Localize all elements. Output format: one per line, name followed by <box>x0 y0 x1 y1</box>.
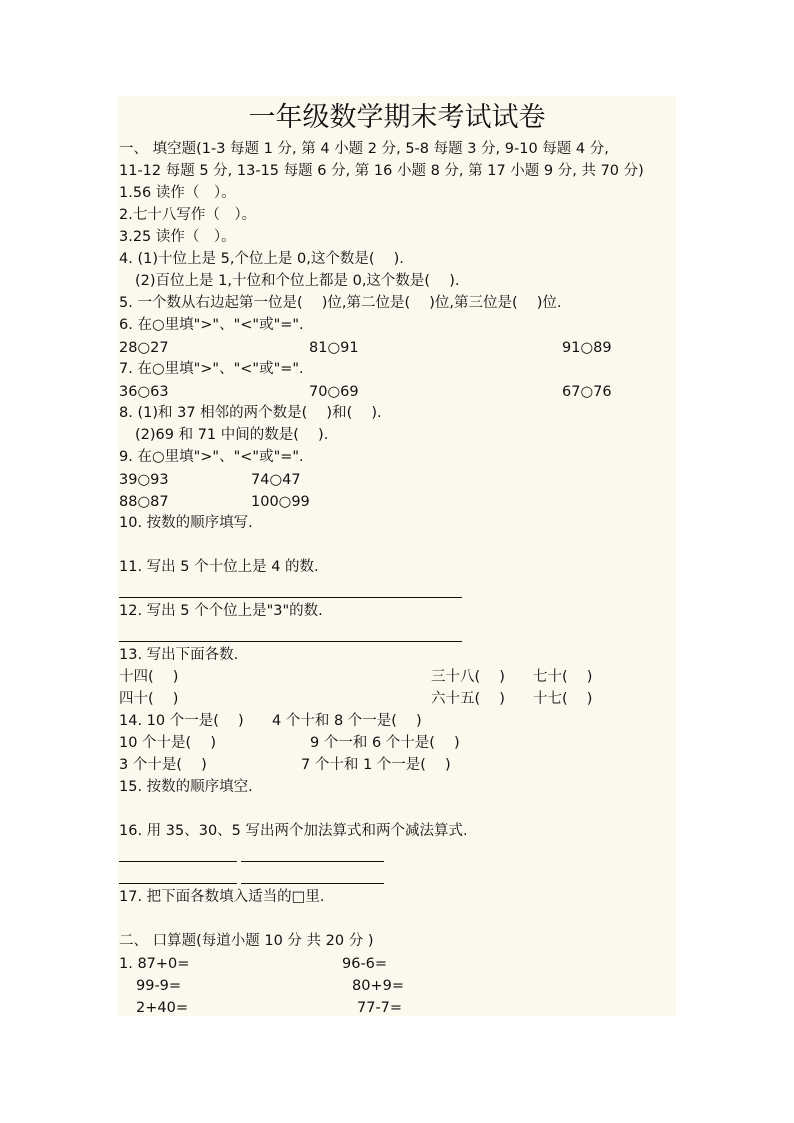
answer-line <box>119 883 237 884</box>
page-title: 一年级数学期末考试试卷 <box>248 102 546 133</box>
question-14-item: 14. 10 个一是( ) <box>119 713 244 729</box>
write-number-item: 六十五( ) <box>431 691 505 707</box>
question-17: 17. 把下面各数填入适当的□里. <box>119 889 325 905</box>
compare-item: 88○87 <box>119 494 169 510</box>
mental-math-item: 96-6= <box>342 956 388 972</box>
question-11: 11. 写出 5 个十位上是 4 的数. <box>119 559 319 575</box>
write-number-item: 三十八( ) <box>431 669 505 685</box>
compare-item: 74○47 <box>251 472 301 488</box>
question-5: 5. 一个数从右边起第一位是( )位,第二位是( )位,第三位是( )位. <box>119 295 562 311</box>
section1-header: 一、 填空题(1-3 每题 1 分, 第 4 小题 2 分, 5-8 每题 3 分, 9-10 每题 4 分, <box>119 141 609 157</box>
question-14-item: 10 个十是( ) <box>119 735 216 751</box>
answer-line <box>119 641 462 642</box>
question-4b: (2)百位上是 1,十位和个位上都是 0,这个数是( ). <box>135 273 460 289</box>
mental-math-item: 77-7= <box>357 1000 403 1016</box>
mental-math-item: 2+40= <box>136 1000 188 1016</box>
question-12: 12. 写出 5 个个位上是"3"的数. <box>119 603 323 619</box>
write-number-item: 十四( ) <box>119 669 179 685</box>
mental-math-item: 99-9= <box>136 978 182 994</box>
question-16: 16. 用 35、30、5 写出两个加法算式和两个减法算式. <box>119 823 468 839</box>
compare-item: 81○91 <box>309 340 359 356</box>
compare-item: 91○89 <box>562 340 612 356</box>
question-13: 13. 写出下面各数. <box>119 647 239 663</box>
question-14-item: 9 个一和 6 个十是( ) <box>310 735 460 751</box>
write-number-item: 四十( ) <box>119 691 179 707</box>
write-number-item: 七十( ) <box>533 669 593 685</box>
question-14-item: 3 个十是( ) <box>119 757 207 773</box>
answer-line <box>119 597 462 598</box>
question-3: 3.25 读作（ ）。 <box>119 229 236 245</box>
question-7: 7. 在○里填">"、"<"或"=". <box>119 361 304 377</box>
mental-math-item: 1. 87+0= <box>119 956 190 972</box>
answer-line <box>119 861 237 862</box>
answer-line <box>241 883 384 884</box>
question-9: 9. 在○里填">"、"<"或"=". <box>119 449 304 465</box>
question-6: 6. 在○里填">"、"<"或"=". <box>119 317 304 333</box>
compare-item: 36○63 <box>119 384 169 400</box>
question-8b: (2)69 和 71 中间的数是( ). <box>135 427 329 443</box>
question-8a: 8. (1)和 37 相邻的两个数是( )和( ). <box>119 405 382 421</box>
answer-line <box>241 861 384 862</box>
question-4a: 4. (1)十位上是 5,个位上是 0,这个数是( ). <box>119 251 404 267</box>
section2-header: 二、 口算题(每道小题 10 分 共 20 分 ) <box>119 933 374 949</box>
mental-math-item: 80+9= <box>352 978 404 994</box>
compare-item: 39○93 <box>119 472 169 488</box>
question-2: 2.七十八写作（ ）。 <box>119 207 257 223</box>
compare-item: 100○99 <box>251 494 310 510</box>
question-15: 15. 按数的顺序填空. <box>119 779 253 795</box>
question-10: 10. 按数的顺序填写. <box>119 515 253 531</box>
compare-item: 28○27 <box>119 340 169 356</box>
question-14-item: 7 个十和 1 个一是( ) <box>301 757 451 773</box>
section1-header-cont: 11-12 每题 5 分, 13-15 每题 6 分, 第 16 小题 8 分, 第 17 小题 9 分, 共 70 分) <box>119 163 644 179</box>
question-14-item: 4 个十和 8 个一是( ) <box>272 713 422 729</box>
question-1: 1.56 读作（ ）。 <box>119 185 236 201</box>
compare-item: 67○76 <box>562 384 612 400</box>
write-number-item: 十七( ) <box>533 691 593 707</box>
compare-item: 70○69 <box>309 384 359 400</box>
